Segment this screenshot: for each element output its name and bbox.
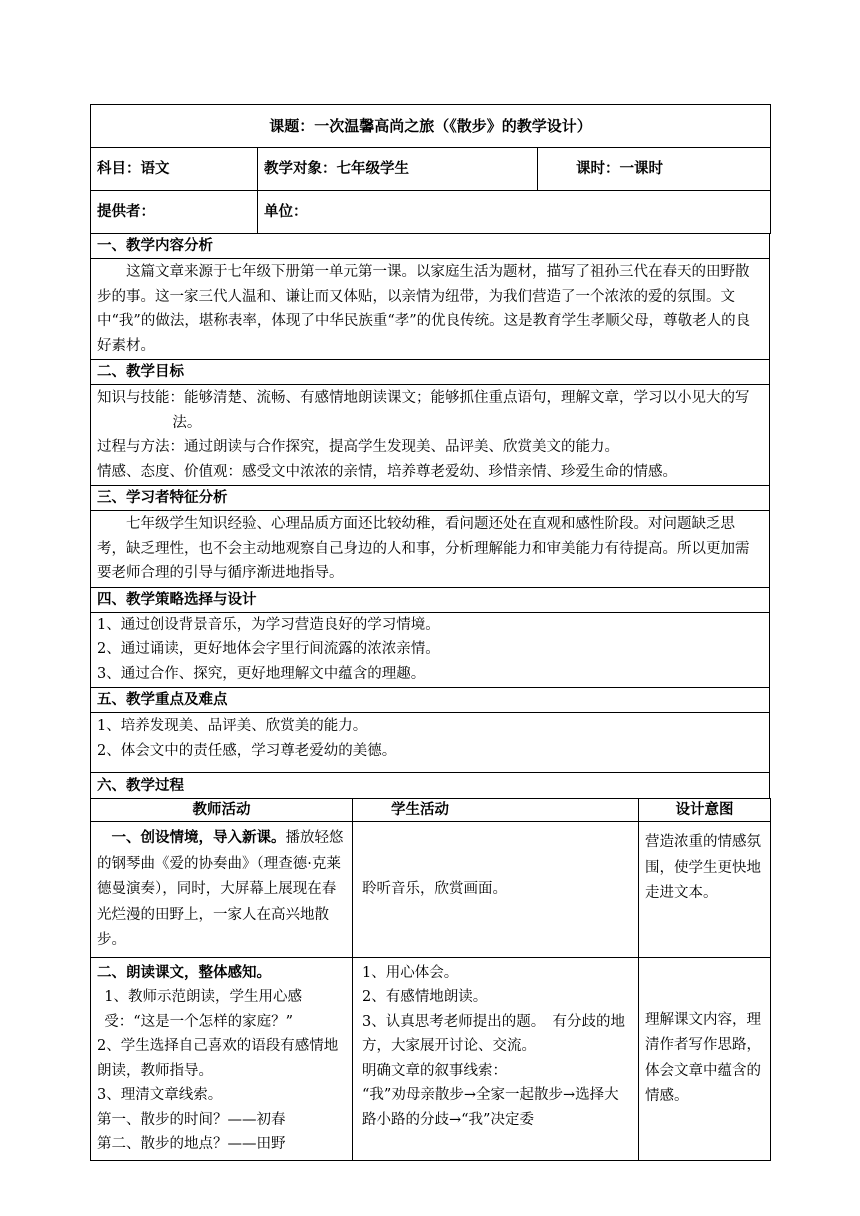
section-heading: 一、教学内容分析: [91, 234, 770, 259]
teacher-activity: 二、朗读课文，整体感知。 1、教师示范朗读，学生用心感受：“这是一个怎样的家庭？” 2、学生选择自己喜欢的语段有感情地朗读，教师指导。 3、理清文章线索。 第一、散步的时间？——初春 第二、散步的地点？——田野: [91, 957, 353, 1160]
goals-cell: [91, 385, 770, 486]
teacher-activity: 一、创设情境，导入新课。播放轻悠的钢琴曲《爱的协奏曲》（理查德·克莱德曼演奏），同时，大屏幕上展现在春光烂漫的田野上，一家人在高兴地散步。: [91, 822, 353, 958]
column-header: 教师活动: [91, 799, 353, 822]
process-table: [90, 798, 771, 1161]
unit-cell: 单位：: [258, 191, 771, 234]
section-heading: 六、教学过程: [91, 773, 770, 799]
focus-cell: [91, 713, 770, 773]
goal-item: 过程与方法：通过朗读与合作探究，提高学生发现美、品评美、欣赏美文的能力。: [97, 439, 619, 455]
student-activity: 聆听音乐，欣赏画面。: [353, 822, 639, 958]
column-header: 设计意图: [639, 799, 771, 822]
strategy-item: 3、通过合作、探究，更好地理解文中蕴含的理趣。: [97, 665, 426, 682]
column-header: 学生活动: [353, 799, 639, 822]
provider-cell: 提供者：: [91, 191, 258, 234]
hours-cell: 课时：一课时: [538, 148, 771, 191]
lesson-plan-page: [90, 104, 770, 1161]
section-heading: 二、教学目标: [91, 360, 770, 385]
goal-item: 知识与技能：能够清楚、流畅、有感情地朗读课文；能够抓住重点语句，理解文章，学习以小见大的写法。: [97, 390, 750, 431]
learner-analysis-text: 七年级学生知识经验、心理品质方面还比较幼稚，看问题还处在直观和感性阶段。对问题缺乏思考，缺乏理性，也不会主动地观察自己身边的人和事，分析理解能力和审美能力有待提高。所以更加需要老师合理的引导与循序渐进地指导。: [91, 511, 770, 588]
body-table: [90, 233, 770, 799]
design-intent: 营造浓重的情感氛围，使学生更快地走进文本。: [639, 822, 771, 958]
section-heading: 四、教学策略选择与设计: [91, 587, 770, 612]
audience-cell: 教学对象：七年级学生: [258, 148, 538, 191]
design-intent: 理解课文内容，理清作者写作思路，体会文章中蕴含的情感。: [639, 957, 771, 1160]
page-title: 课题：一次温馨高尚之旅（《散步》的教学设计）: [91, 105, 771, 148]
strategy-cell: [91, 612, 770, 688]
subject-cell: 科目：语文: [91, 148, 258, 191]
focus-item: 1、培养发现美、品评美、欣赏美的能力。: [97, 718, 368, 734]
strategy-item: 1、通过创设背景音乐，为学习营造良好的学习情境。: [97, 616, 440, 633]
goal-item: 情感、态度、价值观：感受文中浓浓的亲情，培养尊老爱幼、珍惜亲情、珍爱生命的情感。: [97, 463, 677, 480]
section-heading: 三、学习者特征分析: [91, 486, 770, 511]
section-heading: 五、教学重点及难点: [91, 688, 770, 713]
content-analysis-text: 这篇文章来源于七年级下册第一单元第一课。以家庭生活为题材，描写了祖孙三代在春天的田野散步的事。这一家三代人温和、谦让而又体贴，以亲情为纽带，为我们营造了一个浓浓的爱的氛围。文中“我”的做法，堪称表率，体现了中华民族重“孝”的优良传统。这是教育学生孝顺父母，尊敬老人的良好素材。: [91, 259, 770, 360]
table-row: [91, 957, 771, 1160]
table-row: [91, 822, 771, 958]
focus-item: 2、体会文中的责任感，学习尊老爱幼的美德。: [97, 742, 397, 759]
student-activity: 1、用心体会。 2、有感情地朗读。 3、认真思考老师提出的题。 有分歧的地方，大家展开讨论、交流。 明确文章的叙事线索： “我”劝母亲散步→全家一起散步→选择大路小路的分歧→“我”决定委: [353, 957, 639, 1160]
header-table: [90, 104, 771, 234]
strategy-item: 2、通过诵读，更好地体会字里行间流露的浓浓亲情。: [97, 641, 440, 657]
